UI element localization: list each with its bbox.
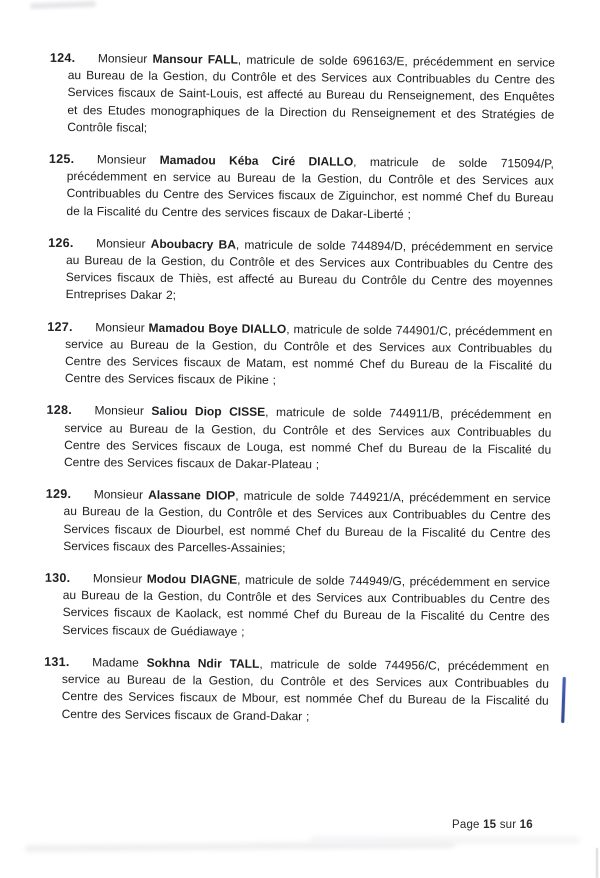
paragraph-item [47,319,553,392]
item-number: 124. [49,50,76,66]
person-title: Monsieur [96,152,160,167]
person-name: Alassane DIOP [148,488,236,503]
person-name: Mansour FALL [152,51,238,67]
page-label: Page [452,819,480,831]
paragraph-item [48,151,554,224]
pen-mark [561,677,566,723]
person-title: Monsieur [94,403,152,419]
person-name: Saliou Diop CISSE [151,404,266,420]
item-text: , matricule de solde 744956/C, précédemment en service au Bureau de la Gestion, du Contrôle et des Services aux Contribuables du Centre des Services fiscaux de Mbour, est nommée Chef du Bureau de la Fiscalité du Centre des Services fiscaux de Grand-Dakar ; [61,656,550,723]
item-text: , matricule de solde 715094/P, précédemment en service au Bureau de la Gestion, du Contrôle et des Services aux Contribuables du Centre des Services fiscaux de Ziguinchor, est nommé Chef du Bureau de la Fiscalité du Centre des services fiscaux de Dakar-Liberté ; [66,154,554,221]
scan-edge-line [596,848,598,878]
item-number: 128. [46,403,73,418]
item-text: , matricule de solde 744901/C, précédemment en service au Bureau de la Gestion, du Contrôle et des Services aux Contribuables du Centre des Services fiscaux de Matam, est nommé Chef du Bureau de la Fiscalité du Centre des Services fiscaux de Pikine ; [64,321,553,388]
person-name: Mamadou Kéba Ciré DIALLO [159,152,354,169]
paragraph-item [44,570,550,643]
person-name: Sokhna Ndir TALL [146,655,260,671]
item-text: , matricule de solde 696163/E, précédemment en service au Bureau de la Gestion, du Contrôle et des Services aux Contribuables du Centre des Services fiscaux de Saint-Louis, est affecté au Bureau du Renseignement, des Enquêtes et des Etudes monographiques de la Direction du Renseignement et des Stratégies de Contrôle fiscal; [67,52,555,135]
page-total: 16 [519,819,533,831]
person-name: Aboubacry BA [150,236,236,252]
page-separator: sur [499,819,517,831]
person-title: Madame [92,655,147,670]
person-title: Monsieur [93,487,149,503]
paragraph-item [44,654,550,727]
person-name: Modou DIAGNE [146,571,238,587]
paragraph-item [48,235,554,308]
page-current: 15 [483,819,497,831]
item-number: 127. [47,319,73,334]
item-number: 129. [45,487,72,502]
item-number: 131. [44,654,70,669]
scan-smudge-bottom [310,837,580,843]
person-title: Monsieur [97,51,153,66]
paragraph-item [45,486,551,559]
item-text: , matricule de solde 744911/B, précédemment en service au Bureau de la Gestion, du Contrôle et des Services aux Contribuables du Centre des Services fiscaux de Louga, est nommé Chef du Bureau de la Fiscalité du Centre des Services fiscaux de Dakar-Plateau ; [63,405,552,472]
item-text: , matricule de solde 744949/G, précédemment en service au Bureau de la Gestion, du Contrôle et des Services aux Contribuables du Centre des Services fiscaux de Kaolack, est nommé Chef du Bureau de la Fiscalité du Centre des Services fiscaux de Guédiawaye ; [62,572,550,639]
paragraph-item [46,402,552,475]
scan-smudge-top [30,1,96,9]
item-text: , matricule de solde 744921/A, précédemment en service au Bureau de la Gestion, du Contrôle et des Services aux Contribuables du Centre des Services fiscaux de Diourbel, est nommé Chef du Bureau de la Fiscalité du Centre des Services fiscaux des Parcelles-Assainies; [63,488,551,555]
item-number: 130. [44,570,71,586]
document-body [44,50,555,742]
item-number: 126. [48,235,74,250]
person-name: Mamadou Boye DIALLO [148,320,287,336]
paragraph-item [49,50,555,141]
person-title: Monsieur [96,236,151,251]
person-title: Monsieur [95,319,149,335]
page-footer [452,819,533,831]
person-title: Monsieur [92,571,147,586]
item-text: , matricule de solde 744894/D, précédemment en service au Bureau de la Gestion, du Contrôle et des Services aux Contribuables du Centre des Services fiscaux de Thiès, est affecté au Bureau du Contrôle du Centre des moyennes Entreprises Dakar 2; [65,237,554,303]
item-number: 125. [48,151,75,167]
